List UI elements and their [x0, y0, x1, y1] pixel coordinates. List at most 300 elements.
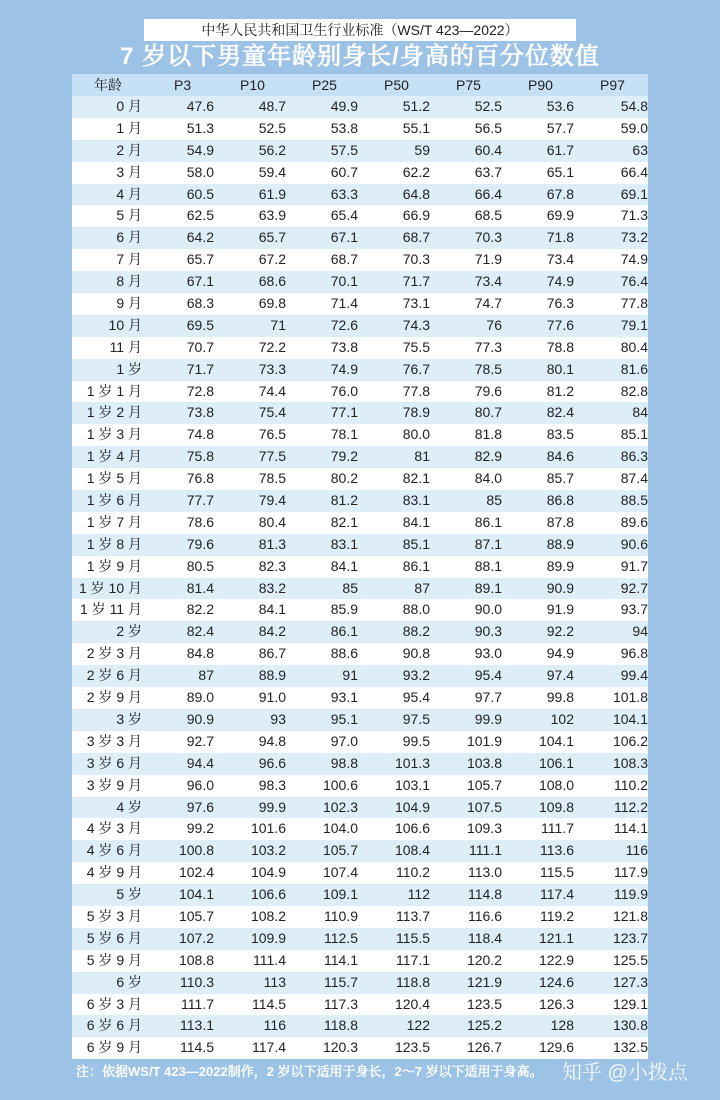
cell-p10: 71	[270, 316, 286, 333]
cell-p3: 110.3	[180, 973, 214, 990]
cell-p75: 93.0	[474, 645, 502, 662]
cell-age: 7 月	[116, 251, 142, 268]
cell-p50: 64.8	[402, 185, 430, 202]
table-row	[72, 205, 648, 227]
cell-p10: 65.7	[258, 229, 286, 246]
cell-p97: 117.9	[614, 864, 648, 881]
cell-p97: 79.1	[620, 316, 648, 333]
cell-p50: 120.4	[394, 995, 430, 1012]
cell-p3: 108.8	[178, 951, 214, 968]
cell-p50: 76.7	[402, 360, 430, 377]
cell-p90: 122.9	[538, 951, 574, 968]
table-row	[72, 643, 648, 665]
cell-p3: 114.5	[180, 1039, 214, 1056]
cell-p50: 51.2	[402, 98, 430, 114]
table-row	[72, 293, 648, 315]
table-row	[72, 315, 648, 337]
column-header-p97: P97	[600, 77, 625, 93]
cell-p10: 52.5	[258, 119, 286, 136]
cell-p90: 76.3	[546, 295, 574, 312]
cell-p3: 90.9	[186, 710, 214, 727]
cell-p50: 101.3	[394, 754, 430, 771]
cell-p75: 78.5	[474, 360, 502, 377]
cell-p50: 77.8	[402, 382, 430, 399]
cell-p50: 71.7	[402, 273, 430, 290]
cell-age: 2 岁 6 月	[86, 667, 142, 684]
cell-p97: 116	[625, 842, 648, 859]
cell-age: 6 岁 9 月	[86, 1039, 142, 1056]
cell-p10: 84.1	[258, 601, 286, 618]
cell-p25: 115.7	[324, 973, 358, 990]
cell-p97: 106.2	[612, 732, 648, 749]
cell-age: 3 岁 3 月	[86, 732, 142, 749]
cell-p97: 63	[632, 141, 648, 158]
cell-age: 1 岁 2 月	[86, 404, 142, 421]
table-row	[72, 534, 648, 556]
cell-age: 9 月	[116, 295, 142, 312]
cell-p25: 95.1	[330, 710, 358, 727]
cell-p75: 86.1	[474, 513, 502, 530]
cell-p90: 119.2	[540, 907, 574, 924]
column-header-age: 年龄	[94, 77, 122, 93]
cell-p10: 74.4	[258, 382, 286, 399]
cell-p3: 60.5	[186, 185, 214, 202]
cell-p10: 93	[270, 710, 286, 727]
cell-p97: 119.9	[614, 886, 648, 903]
cell-p25: 100.6	[322, 776, 358, 793]
cell-age: 6 岁	[116, 973, 142, 990]
cell-p10: 101.6	[250, 820, 286, 837]
cell-p10: 69.8	[258, 295, 286, 312]
cell-p25: 117.3	[324, 995, 358, 1012]
watermark: 知乎 @小拨点	[562, 1062, 688, 1084]
cell-p3: 111.7	[181, 995, 214, 1012]
cell-p10: 80.4	[258, 513, 286, 530]
cell-p25: 112.5	[324, 929, 358, 946]
table-row	[72, 556, 648, 578]
cell-p75: 123.5	[466, 995, 502, 1012]
cell-p75: 77.3	[474, 338, 502, 355]
cell-p25: 80.2	[330, 470, 358, 487]
cell-p25: 81.2	[330, 492, 358, 509]
cell-age: 2 岁 3 月	[86, 645, 142, 662]
table-row	[72, 96, 648, 118]
cell-age: 0 月	[116, 98, 142, 114]
table-row	[72, 665, 648, 687]
cell-p25: 97.0	[330, 732, 358, 749]
cell-p75: 101.9	[466, 732, 502, 749]
percentile-table	[72, 74, 648, 1059]
cell-p75: 99.9	[474, 710, 502, 727]
table-row	[72, 994, 648, 1016]
cell-p90: 124.6	[538, 973, 574, 990]
cell-p97: 129.1	[612, 995, 648, 1012]
table-row	[72, 424, 648, 446]
cell-p97: 54.8	[620, 98, 648, 114]
cell-p97: 132.5	[612, 1039, 648, 1056]
cell-p10: 116	[263, 1017, 286, 1034]
cell-p25: 83.1	[330, 535, 358, 552]
cell-p25: 110.9	[324, 907, 358, 924]
cell-p75: 56.5	[474, 119, 502, 136]
cell-p3: 65.7	[186, 251, 214, 268]
cell-age: 4 岁 9 月	[86, 864, 142, 881]
cell-p3: 74.8	[186, 426, 214, 443]
cell-p3: 70.7	[186, 338, 214, 355]
cell-p25: 105.7	[322, 842, 358, 859]
cell-p90: 61.7	[546, 141, 574, 158]
cell-p25: 84.1	[330, 557, 358, 574]
cell-p75: 63.7	[474, 163, 502, 180]
cell-p75: 116.6	[468, 907, 502, 924]
cell-p90: 113.6	[540, 842, 574, 859]
cell-p25: 104.0	[322, 820, 358, 837]
cell-p90: 74.9	[546, 273, 574, 290]
cell-p50: 88.0	[402, 601, 430, 618]
cell-p3: 97.6	[186, 798, 214, 815]
cell-p90: 90.9	[546, 579, 574, 596]
cell-p50: 68.7	[402, 229, 430, 246]
cell-p25: 85.9	[330, 601, 358, 618]
cell-p25: 70.1	[330, 273, 358, 290]
cell-p50: 85.1	[402, 535, 430, 552]
cell-p90: 117.4	[540, 886, 574, 903]
table-row	[72, 884, 648, 906]
cell-p50: 97.5	[402, 710, 430, 727]
cell-p50: 95.4	[402, 689, 430, 706]
cell-age: 1 岁 8 月	[86, 535, 142, 552]
cell-age: 4 岁	[116, 798, 142, 815]
cell-p97: 84	[632, 404, 648, 421]
cell-p97: 66.4	[620, 163, 648, 180]
cell-p97: 86.3	[620, 448, 648, 465]
cell-p3: 96.0	[186, 776, 214, 793]
cell-p10: 61.9	[258, 185, 286, 202]
cell-p90: 78.8	[546, 338, 574, 355]
cell-p10: 84.2	[258, 623, 286, 640]
cell-age: 3 月	[116, 163, 142, 180]
table-row	[72, 862, 648, 884]
cell-p97: 101.8	[612, 689, 648, 706]
cell-p75: 80.7	[474, 404, 502, 421]
cell-p25: 93.1	[330, 689, 358, 706]
cell-p75: 66.4	[474, 185, 502, 202]
cell-p10: 83.2	[258, 579, 286, 596]
cell-p97: 81.6	[620, 360, 648, 377]
cell-p10: 117.4	[252, 1039, 286, 1056]
cell-p97: 108.3	[612, 754, 648, 771]
cell-p25: 79.2	[330, 448, 358, 465]
cell-p90: 89.9	[546, 557, 574, 574]
cell-p10: 96.6	[258, 754, 286, 771]
cell-p3: 51.3	[186, 119, 214, 136]
cell-age: 3 岁 9 月	[86, 776, 142, 793]
cell-p90: 86.8	[546, 492, 574, 509]
cell-p90: 104.1	[538, 732, 574, 749]
table-row	[72, 753, 648, 775]
cell-p3: 64.2	[186, 229, 214, 246]
cell-p3: 89.0	[186, 689, 214, 706]
cell-p75: 103.8	[466, 754, 502, 771]
cell-p3: 79.6	[186, 535, 214, 552]
cell-p75: 70.3	[474, 229, 502, 246]
cell-p50: 122	[406, 1017, 430, 1034]
cell-p75: 85	[486, 492, 502, 509]
cell-p50: 82.1	[402, 470, 430, 487]
cell-p97: 80.4	[620, 338, 648, 355]
cell-p50: 78.9	[402, 404, 430, 421]
cell-p75: 105.7	[466, 776, 502, 793]
cell-p75: 74.7	[474, 295, 502, 312]
cell-p75: 120.2	[466, 951, 502, 968]
cell-p97: 93.7	[620, 601, 648, 618]
cell-age: 4 岁 6 月	[86, 842, 142, 859]
cell-p97: 94	[632, 623, 648, 640]
cell-p50: 110.2	[396, 864, 430, 881]
table-row	[72, 184, 648, 206]
cell-p75: 84.0	[474, 470, 502, 487]
table-row	[72, 227, 648, 249]
cell-p10: 108.2	[250, 907, 286, 924]
cell-p97: 123.7	[612, 929, 648, 946]
cell-p50: 113.7	[396, 907, 430, 924]
cell-p3: 80.5	[186, 557, 214, 574]
table-row	[72, 928, 648, 950]
cell-p50: 99.5	[402, 732, 430, 749]
cell-p50: 90.8	[402, 645, 430, 662]
cell-p25: 120.3	[322, 1039, 358, 1056]
cell-p90: 97.4	[546, 667, 574, 684]
cell-p25: 57.5	[330, 141, 358, 158]
cell-p50: 117.1	[396, 951, 430, 968]
cell-p97: 73.2	[620, 229, 648, 246]
table-row	[72, 381, 648, 403]
cell-p3: 94.4	[186, 754, 214, 771]
cell-p97: 91.7	[620, 557, 648, 574]
cell-p50: 83.1	[402, 492, 430, 509]
cell-p50: 66.9	[402, 207, 430, 224]
table-row	[72, 840, 648, 862]
cell-age: 1 岁 4 月	[86, 448, 142, 465]
cell-p90: 65.1	[546, 163, 574, 180]
cell-p97: 96.8	[620, 645, 648, 662]
cell-p10: 91.0	[258, 689, 286, 706]
table-row	[72, 797, 648, 819]
cell-p75: 126.7	[466, 1039, 502, 1056]
table-row	[72, 118, 648, 140]
column-header-p50: P50	[384, 77, 409, 93]
cell-age: 1 岁 5 月	[86, 470, 142, 487]
cell-p97: 69.1	[620, 185, 648, 202]
cell-age: 1 岁 10 月	[78, 579, 142, 596]
cell-p90: 87.8	[546, 513, 574, 530]
cell-p10: 75.4	[258, 404, 286, 421]
standard-subtitle: 中华人民共和国卫生行业标准（WS/T 423—2022）	[144, 19, 576, 41]
cell-p90: 121.1	[538, 929, 574, 946]
cell-p3: 104.1	[178, 886, 214, 903]
footnote: 注：依据WS/T 423—2022制作，2 岁以下适用于身长，2～7 岁以下适用于身高。	[76, 1064, 543, 1079]
cell-p25: 78.1	[330, 426, 358, 443]
cell-p25: 63.3	[330, 185, 358, 202]
cell-p90: 77.6	[546, 316, 574, 333]
cell-p75: 125.2	[466, 1017, 502, 1034]
cell-p75: 113.0	[468, 864, 502, 881]
cell-p75: 89.1	[474, 579, 502, 596]
cell-p3: 87	[198, 667, 214, 684]
cell-p3: 78.6	[186, 513, 214, 530]
cell-p97: 112.2	[614, 798, 648, 815]
cell-p75: 81.8	[474, 426, 502, 443]
cell-p75: 71.9	[474, 251, 502, 268]
cell-age: 6 岁 6 月	[86, 1017, 142, 1034]
cell-p3: 84.8	[186, 645, 214, 662]
cell-p3: 92.7	[186, 732, 214, 749]
cell-p3: 68.3	[186, 295, 214, 312]
cell-p3: 102.4	[178, 864, 214, 881]
cell-age: 11 月	[109, 338, 142, 355]
cell-p25: 77.1	[330, 404, 358, 421]
cell-age: 5 岁 3 月	[86, 907, 142, 924]
cell-p90: 73.4	[546, 251, 574, 268]
cell-age: 3 岁	[116, 710, 142, 727]
cell-p75: 90.3	[474, 623, 502, 640]
cell-p3: 113.1	[180, 1017, 214, 1034]
cell-p75: 79.6	[474, 382, 502, 399]
cell-p50: 59	[414, 141, 430, 158]
cell-p75: 95.4	[474, 667, 502, 684]
cell-p90: 53.6	[546, 98, 574, 114]
cell-p10: 99.9	[258, 798, 286, 815]
cell-p25: 107.4	[322, 864, 358, 881]
cell-p90: 102	[550, 710, 574, 727]
cell-p97: 59.0	[620, 119, 648, 136]
cell-p90: 94.9	[546, 645, 574, 662]
cell-p75: 73.4	[474, 273, 502, 290]
cell-p10: 68.6	[258, 273, 286, 290]
cell-p97: 85.1	[620, 426, 648, 443]
cell-age: 4 月	[116, 185, 142, 202]
cell-p50: 74.3	[402, 316, 430, 333]
cell-p97: 125.5	[612, 951, 648, 968]
cell-p3: 82.2	[186, 601, 214, 618]
cell-p25: 91	[342, 667, 358, 684]
cell-age: 1 岁 11 月	[80, 601, 142, 618]
cell-p90: 82.4	[546, 404, 574, 421]
cell-p75: 109.3	[466, 820, 502, 837]
cell-p10: 104.9	[250, 864, 286, 881]
cell-p90: 67.8	[546, 185, 574, 202]
table-row	[72, 578, 648, 600]
cell-p75: 107.5	[466, 798, 502, 815]
cell-p3: 47.6	[186, 98, 214, 114]
cell-age: 5 岁 9 月	[86, 951, 142, 968]
cell-p10: 73.3	[258, 360, 286, 377]
cell-p25: 109.1	[322, 886, 358, 903]
cell-age: 5 月	[116, 207, 142, 224]
cell-p25: 74.9	[330, 360, 358, 377]
cell-p50: 70.3	[402, 251, 430, 268]
cell-p90: 85.7	[546, 470, 574, 487]
table-row	[72, 818, 648, 840]
cell-p10: 72.2	[258, 338, 286, 355]
column-header-p3: P3	[174, 77, 192, 93]
cell-p90: 83.5	[546, 426, 574, 443]
cell-p3: 105.7	[178, 907, 214, 924]
table-row	[72, 731, 648, 753]
table-row	[72, 709, 648, 731]
table-row	[72, 162, 648, 184]
column-header-p90: P90	[528, 77, 553, 93]
page-title: 7 岁以下男童年龄别身长/身高的百分位数值	[120, 43, 600, 70]
table-row	[72, 1015, 648, 1037]
column-header-p75: P75	[456, 77, 481, 93]
cell-p25: 86.1	[330, 623, 358, 640]
cell-p90: 109.8	[538, 798, 574, 815]
cell-age: 2 岁	[116, 623, 142, 640]
cell-p97: 104.1	[612, 710, 648, 727]
cell-p10: 67.2	[258, 251, 286, 268]
cell-p97: 77.8	[620, 295, 648, 312]
cell-age: 1 岁 3 月	[86, 426, 142, 443]
cell-p3: 58.0	[186, 163, 214, 180]
cell-age: 6 月	[116, 229, 142, 246]
cell-p25: 114.1	[324, 951, 358, 968]
cell-p25: 76.0	[330, 382, 358, 399]
cell-age: 5 岁 6 月	[86, 929, 142, 946]
cell-p75: 76	[486, 316, 502, 333]
cell-age: 5 岁	[116, 886, 142, 903]
cell-p50: 118.8	[396, 973, 430, 990]
cell-age: 2 岁 9 月	[86, 689, 142, 706]
table-header-row	[72, 74, 648, 96]
cell-age: 1 岁	[116, 360, 142, 377]
cell-p50: 81	[414, 448, 430, 465]
cell-p97: 71.3	[620, 207, 648, 224]
table-row	[72, 359, 648, 381]
cell-p90: 84.6	[546, 448, 574, 465]
cell-p25: 98.8	[330, 754, 358, 771]
cell-p97: 89.6	[620, 513, 648, 530]
cell-p10: 94.8	[258, 732, 286, 749]
table-row	[72, 337, 648, 359]
cell-p75: 82.9	[474, 448, 502, 465]
cell-p10: 111.4	[253, 951, 286, 968]
cell-p25: 85	[342, 579, 358, 596]
cell-p50: 103.1	[394, 776, 430, 793]
table-row	[72, 402, 648, 424]
cell-p50: 87	[414, 579, 430, 596]
cell-p50: 73.1	[402, 295, 430, 312]
cell-p25: 67.1	[330, 229, 358, 246]
table-row	[72, 271, 648, 293]
cell-p97: 110.2	[614, 776, 648, 793]
cell-p90: 80.1	[546, 360, 574, 377]
cell-p97: 99.4	[620, 667, 648, 684]
cell-p50: 88.2	[402, 623, 430, 640]
cell-p3: 67.1	[186, 273, 214, 290]
cell-p50: 84.1	[402, 513, 430, 530]
cell-p90: 128	[550, 1017, 574, 1034]
table-row	[72, 972, 648, 994]
cell-p25: 102.3	[322, 798, 358, 815]
table-row	[72, 490, 648, 512]
cell-p75: 121.9	[466, 973, 502, 990]
cell-p3: 107.2	[178, 929, 214, 946]
table-row	[72, 446, 648, 468]
cell-p10: 77.5	[258, 448, 286, 465]
cell-p75: 90.0	[474, 601, 502, 618]
table-row	[72, 249, 648, 271]
